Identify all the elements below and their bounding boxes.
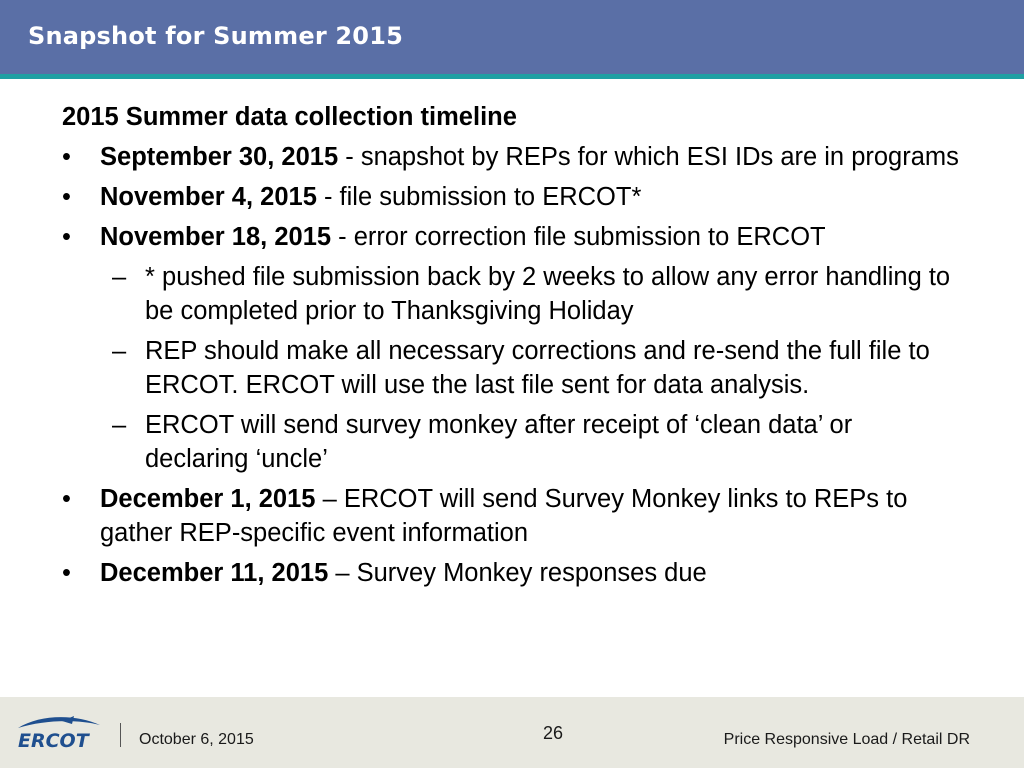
bullet-item <box>62 140 962 174</box>
sub-bullet-item <box>62 334 962 402</box>
bullet-date: September 30, 2015 <box>100 143 339 171</box>
timeline-heading: 2015 Summer data collection timeline <box>62 103 517 131</box>
slide-content <box>62 100 962 596</box>
bullet-marker: • <box>62 183 71 211</box>
dash-marker: – <box>112 337 127 365</box>
bullet-date: November 18, 2015 <box>100 223 332 251</box>
sub-bullet-item <box>62 408 962 476</box>
footer-divider <box>120 723 121 747</box>
sub-bullet-text: * pushed file submission back by 2 weeks to allow any error handling to be completed prior to Thanksgiving Holiday <box>145 263 951 325</box>
bullet-text: - file submission to ERCOT* <box>316 183 642 211</box>
bullet-text: – ERCOT will send Survey Monkey links to REPs to gather REP-specific event information <box>100 485 908 547</box>
bullet-item <box>62 482 962 550</box>
page-number: 26 <box>543 723 564 743</box>
bullet-date: December 11, 2015 <box>100 559 329 587</box>
bullet-marker: • <box>62 223 71 251</box>
sub-bullet-text: ERCOT will send survey monkey after receipt of ‘clean data’ or declaring ‘uncle’ <box>145 411 853 473</box>
slide-title: Snapshot for Summer 2015 <box>28 22 404 50</box>
footer-presentation-title: Price Responsive Load / Retail DR <box>723 731 970 748</box>
sub-bullet-text: REP should make all necessary corrections and re-send the full file to ERCOT. ERCOT will use the last file sent for data analysis. <box>145 337 930 399</box>
bullet-date: November 4, 2015 <box>100 183 317 211</box>
header-accent-rule <box>0 74 1024 79</box>
bullet-marker: • <box>62 559 71 587</box>
bullet-text: - snapshot by REPs for which ESI IDs are in programs <box>338 143 959 171</box>
sub-bullet-item <box>62 260 962 328</box>
bullet-text: - error correction file submission to ERCOT <box>331 223 826 251</box>
bullet-item <box>62 180 962 214</box>
bullet-date: December 1, 2015 <box>100 485 316 513</box>
logo-wordmark: ERCOT <box>18 730 89 752</box>
dash-marker: – <box>112 411 127 439</box>
bullet-marker: • <box>62 143 71 171</box>
ercot-logo-icon <box>14 712 106 752</box>
footer-date: October 6, 2015 <box>139 731 254 748</box>
bullet-text: – Survey Monkey responses due <box>328 559 707 587</box>
bullet-item <box>62 220 962 254</box>
dash-marker: – <box>112 263 127 291</box>
bullet-marker: • <box>62 485 71 513</box>
bullet-item <box>62 556 962 590</box>
